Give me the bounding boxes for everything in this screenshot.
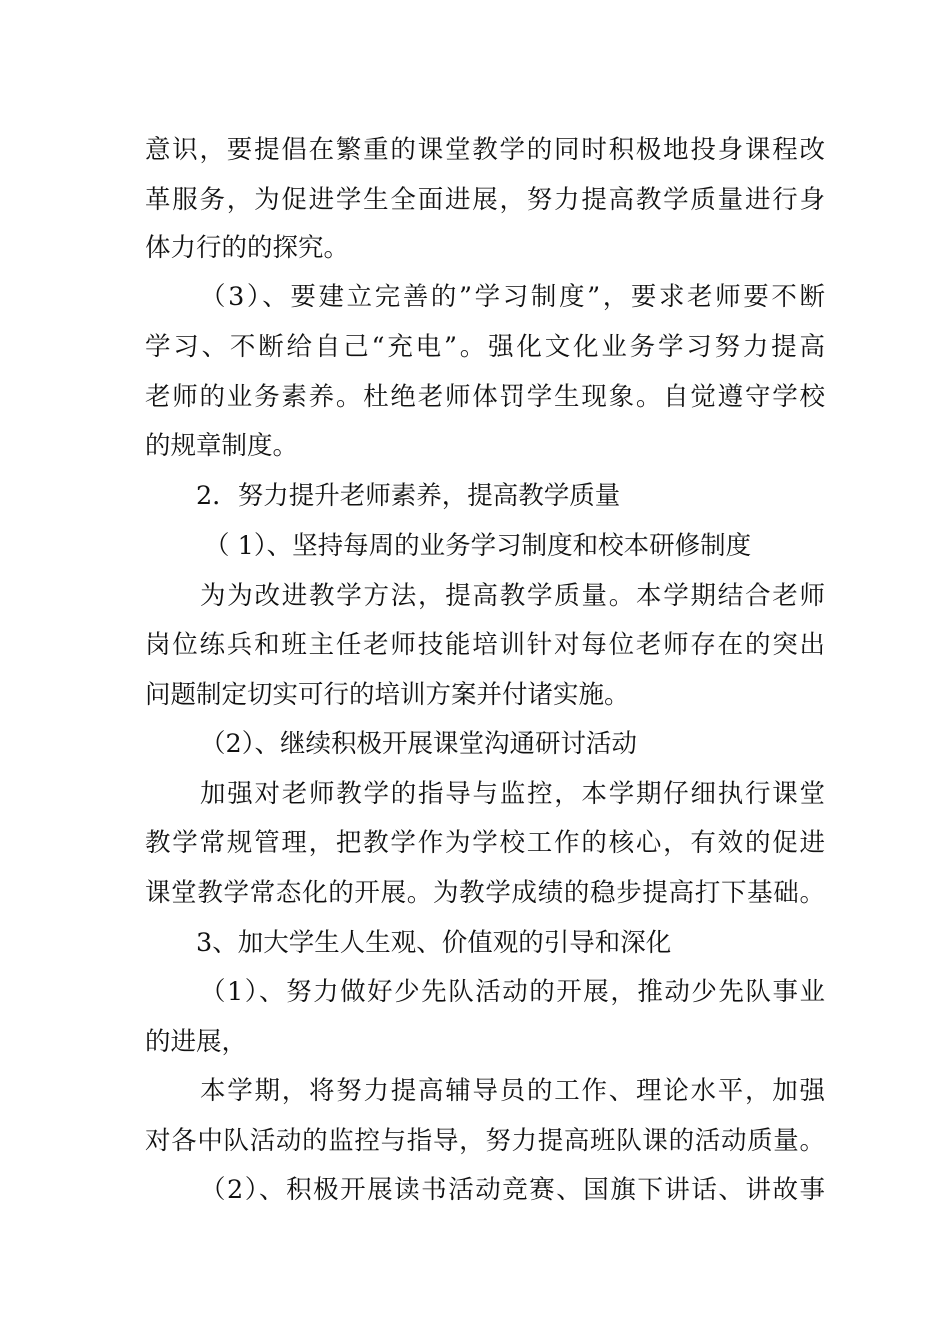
text-line: 岗位练兵和班主任老师技能培训针对每位老师存在的突出 [145,630,825,660]
text-line: （2）、积极开展读书活动竞赛、国旗下讲话、讲故事 [200,1175,825,1205]
text-line: 本学期，将努力提高辅导员的工作、理论水平，加强 [200,1076,825,1106]
text-line: 老师的业务素养。杜绝老师体罚学生现象。自觉遵守学校 [145,382,825,412]
text-line: 的进展， [145,1027,248,1057]
section-heading: 3、加大学生人生观、价值观的引导和深化 [196,928,672,958]
text-line: （3）、要建立完善的”学习制度”，要求老师要不断 [200,282,825,312]
text-line: 问题制定切实可行的培训方案并付诸实施。 [145,680,630,710]
section-heading: 2．努力提升老师素养，提高教学质量 [196,481,621,511]
subsection-heading: （2）、继续积极开展课堂沟通研讨活动 [200,729,637,759]
text-line: 的规章制度。 [145,431,299,461]
text-line: 对各中队活动的监控与指导，努力提高班队课的活动质量。 [145,1126,825,1156]
text-line: 加强对老师教学的指导与监控，本学期仔细执行课堂 [200,779,825,809]
text-line: 为为改进教学方法，提高教学质量。本学期结合老师 [200,581,825,611]
text-line: （1）、努力做好少先队活动的开展，推动少先队事业 [200,977,825,1007]
text-line: 意识，要提倡在繁重的课堂教学的同时积极地投身课程改 [145,135,825,165]
text-line: 学习、不断给自己“充电”。强化文化业务学习努力提高 [145,332,825,362]
text-line: 课堂教学常态化的开展。为教学成绩的稳步提高打下基础。 [145,878,825,908]
subsection-heading: （ 1）、坚持每周的业务学习制度和校本研修制度 [204,531,752,561]
text-line: 教学常规管理，把教学作为学校工作的核心，有效的促进 [145,828,825,858]
text-line: 体力行的的探究。 [145,233,350,263]
text-line: 革服务，为促进学生全面进展，努力提高教学质量进行身 [145,185,825,215]
